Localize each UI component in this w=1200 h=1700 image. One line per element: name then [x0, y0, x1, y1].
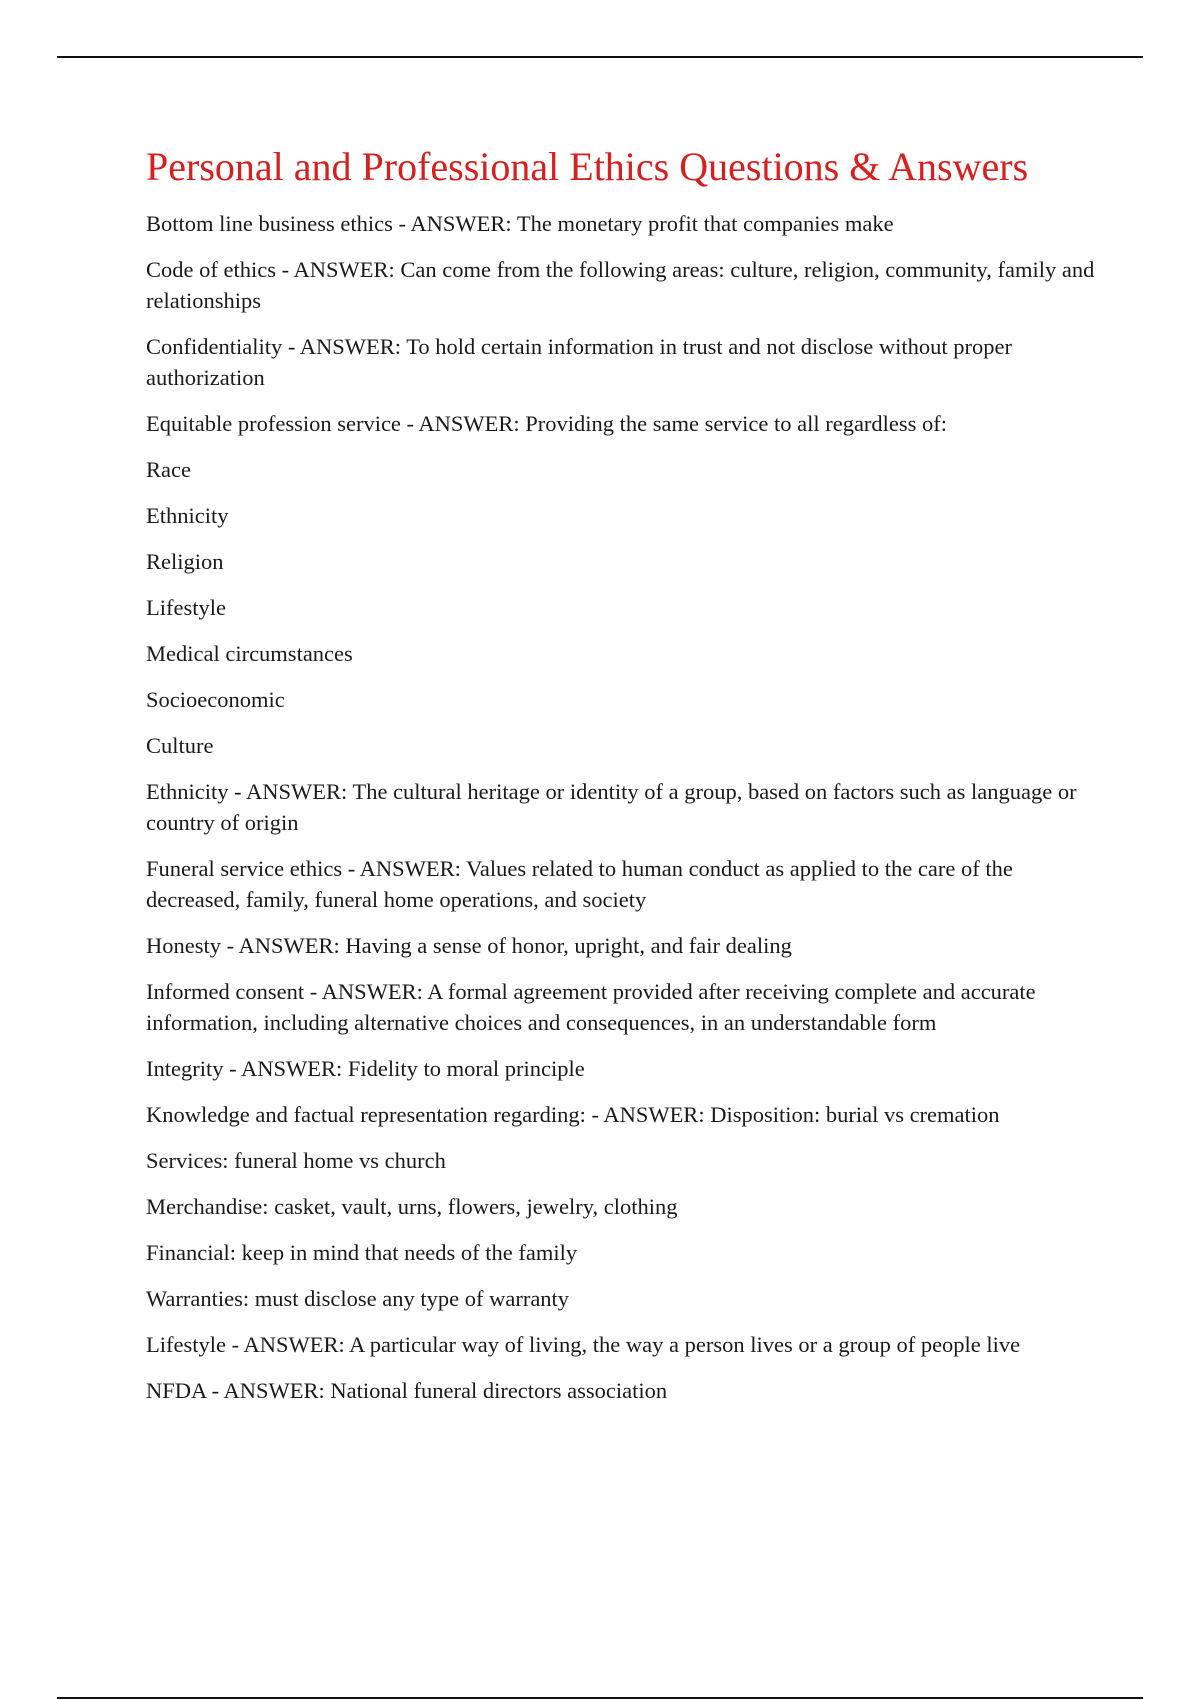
qa-item-funeral-service-ethics: Funeral service ethics - ANSWER: Values related to human conduct as applied to the care of the decreased, family, funeral home operations, and society	[146, 856, 1013, 912]
document-body	[146, 140, 1096, 1421]
qa-item-equitable-profession-service: Equitable profession service - ANSWER: Providing the same service to all regardless of:	[146, 411, 948, 436]
list-item-ethnicity: Ethnicity	[146, 503, 229, 528]
list-item-services: Services: funeral home vs church	[146, 1148, 446, 1173]
qa-item-confidentiality: Confidentiality - ANSWER: To hold certain information in trust and not disclose without proper authorization	[146, 334, 1013, 390]
list-item-socioeconomic: Socioeconomic	[146, 687, 285, 712]
qa-item-integrity: Integrity - ANSWER: Fidelity to moral principle	[146, 1056, 585, 1081]
list-item-religion: Religion	[146, 549, 224, 574]
list-item-culture: Culture	[146, 733, 214, 758]
qa-item-knowledge-factual-representation: Knowledge and factual representation regarding: - ANSWER: Disposition: burial vs cremation	[146, 1102, 1000, 1127]
qa-item-honesty: Honesty - ANSWER: Having a sense of honor, upright, and fair dealing	[146, 933, 792, 958]
list-item-race: Race	[146, 457, 191, 482]
qa-item-informed-consent: Informed consent - ANSWER: A formal agreement provided after receiving complete and accurate information, including alternative choices and consequences, in an understandable form	[146, 979, 1036, 1035]
qa-item-bottom-line-business-ethics: Bottom line business ethics - ANSWER: The monetary profit that companies make	[146, 211, 894, 236]
list-item-merchandise: Merchandise: casket, vault, urns, flowers, jewelry, clothing	[146, 1194, 678, 1219]
list-item-financial: Financial: keep in mind that needs of the family	[146, 1240, 578, 1265]
qa-item-nfda: NFDA - ANSWER: National funeral directors association	[146, 1378, 668, 1403]
qa-item-code-of-ethics: Code of ethics - ANSWER: Can come from the following areas: culture, religion, community, family and relationships	[146, 257, 1095, 313]
top-rule	[57, 56, 1143, 58]
list-item-medical-circumstances: Medical circumstances	[146, 641, 353, 666]
list-item-warranties: Warranties: must disclose any type of warranty	[146, 1286, 570, 1311]
list-item-lifestyle: Lifestyle	[146, 595, 226, 620]
qa-item-ethnicity: Ethnicity - ANSWER: The cultural heritage or identity of a group, based on factors such as language or country of origin	[146, 779, 1077, 835]
document-title: Personal and Professional Ethics Questions & Answers	[146, 144, 1029, 189]
bottom-rule	[57, 1697, 1143, 1699]
qa-item-lifestyle: Lifestyle - ANSWER: A particular way of living, the way a person lives or a group of people live	[146, 1332, 1021, 1357]
